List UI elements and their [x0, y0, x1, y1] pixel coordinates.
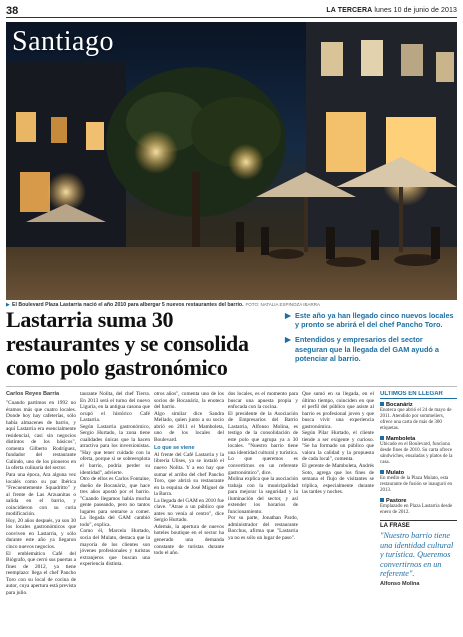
paragraph: Hoy, 20 años después, ya son 30 los locales gastronómicos que conviven en Lastarria, y sólo durante este año ya llegaron cinco nuevos negocios. [6, 517, 76, 551]
paragraph: Según Pilar Hurtado, el cliente tiende a ser exigente y curioso. "Se ha formado un público que valora la calidad y la propuesta de cada local", comenta. [302, 430, 374, 463]
sidebar-item [380, 498, 457, 516]
square-bullet-icon [380, 402, 384, 406]
paragraph: Que sumó en su llegada, en el último tiempo, coinciden en que el perfil del público que asiste al barrio es profesional joven y que busca vivir una experiencia gastronómica. [302, 391, 374, 430]
section-title: Santiago [12, 26, 114, 57]
article-column-2 [80, 391, 150, 635]
pull-quote: "Nuestro barrio tiene una identidad cultural y turística. Queremos convertirnos en un referente". [380, 531, 454, 579]
sidebar-item [380, 470, 457, 494]
page-number: 38 [6, 5, 19, 17]
subheading: Lo que se viene [154, 445, 195, 452]
article-column-3 [154, 391, 224, 635]
photo-credit: FOTO: NATALIA ESPINOZA IBARRA [245, 302, 321, 307]
sidebar-item [380, 436, 457, 466]
summary-bullets [285, 311, 457, 369]
paragraph: Algo similar dice Sandra Mellado, quien junto a su socio abrió en 2011 el Mamboleta, uno de los locales del Boulevard. [154, 410, 224, 443]
sidebar-box [380, 391, 457, 635]
bullet-arrow-icon: ▶ [285, 335, 291, 345]
paragraph: La llegada del GAM en 2010 fue clave. "Atrae a un público que antes no venía al centro", dice Sergio Hurtado. [154, 497, 224, 524]
paragraph: "Cuando partimos en 1992 no éramos más que cuatro locales. Donde hoy hay cafeterías, sólo había almacenes de barrio, y aquí Lastarria era esencialmente residencial, casi sin negocios distintos de los básicos", comenta Gilberto Rodríguez, fundador del restaurante Galindo, uno de los pioneros en la oferta culinaria del sector. [6, 400, 76, 472]
article-column-4 [228, 391, 298, 635]
paragraph: Por su parte, Jonathan Pardo, administrador del restaurante Bacchus, afirma que "Lastarria ya no es sólo un lugar de paso". [228, 515, 298, 542]
article-headline: Lastarria suma 30 restaurantes y se consolida como polo gastronómico [6, 307, 249, 380]
paragraph: Además, la apertura de nuevos hoteles boutique en el sector ha generado una demanda constante de turistas durante todo el año. [154, 523, 224, 557]
paragraph: El presidente de la Asociación de Empresarios del Barrio Lastarria, Alfonso Molina, es testigo de la consolidación de este polo que agrupa ya a 30 locales. "Nuestro barrio tiene una identidad cultural y turística. Lo que queremos es convertirnos en un referente gastronómico", dice. [228, 410, 298, 476]
night-plaza-illustration [6, 22, 457, 300]
caption-text: El Boulevard Plaza Lastarria nació el año 2010 para albergar 5 nuevos restaurantes del barrio. [12, 302, 244, 308]
sidebar-item-text: Enoteca que abrió el 24 de mayo de 2011. Atendido por sommeliers, ofrece una carta de más de 300 etiquetas. [380, 408, 452, 431]
summary-bullet [285, 335, 457, 363]
sidebar-item-text: Emplazado en Plaza Lastarria desde enero de 2012. [380, 504, 453, 515]
paragraph: otros años", comenta uno de los socios de Bocanáriz, la enoteca del barrio. [154, 391, 224, 411]
paragraph: Como él, Marcela Hurtado, socia del Mulato, destaca que la mayoría de los clientes son jóvenes profesionales y turistas extranjeros que buscan una experiencia distinta. [80, 528, 150, 568]
caption-arrow-icon: ▶ [6, 302, 10, 308]
summary-bullet [285, 311, 457, 329]
paragraph: dos locales, es el momento para buscar una apuesta propia y enfocada con la cocina. [228, 391, 298, 411]
paragraph: El gerente de Mamboleta, Andrés Soto, agrega que los fines de semana el flujo de visitantes se triplica, especialmente durante las tardes y noches. [302, 463, 374, 496]
sidebar-item-name: Bocanáriz [386, 402, 413, 408]
bullet-arrow-icon: ▶ [285, 311, 291, 320]
quote-author: Alfonso Molina [380, 580, 420, 587]
paragraph: taurante Nolita, del chef Tierra. En 2013 será el turno del nuevo Liguria, en la antigua casona que ocupó el histórico Café Lastarria. [80, 391, 150, 424]
square-bullet-icon [380, 436, 384, 440]
lead-photo [6, 22, 457, 300]
page-header [6, 4, 457, 18]
paragraph: Para una época, Ara alguna vez localés como su par Ibérica "Frecuentemente Squadritto" y al frente de Las Arzuanitas o salida en el barrio, y coincidieron con su curia modificación. [6, 472, 76, 518]
article-column-1 [6, 391, 76, 635]
publication-line [326, 7, 457, 14]
publication-name: LA TERCERA [326, 7, 373, 14]
article-column-5 [302, 391, 374, 635]
paragraph: Según Lastarria gastronómico, Sergio Hurtado, la zona tiene cualidades únicas que la hacen atractiva para los inversionistas. "Hay que tener cuidado con la oferta, porque si se sobreexplota el barrio, podría perder su identidad", advierte. [80, 423, 150, 476]
square-bullet-icon [380, 470, 384, 474]
sidebar-item-name: Mamboleta [386, 436, 416, 442]
bullet-text: Entendidos y empresarios del sector aseguran que la llegada del GAM ayudó a potenciar al barrio. [295, 335, 439, 363]
sidebar-item-text: Ubicado en el Boulevard, funciona desde fines de 2010. Su carta ofrece sándwiches, ensaladas y platos de la casa. [380, 442, 453, 465]
sidebar-item [380, 402, 457, 432]
paragraph: Al frente del Café Lastarria y la librería Ulises, ya se instaló el nuevo Nolita. Y a eso hay que sumar el arribo del chef Pancho Toro, que abrirá su restaurante en la esquina de José Miguel de la Barra. [154, 451, 224, 498]
sidebar-item-text: En medio de la Plaza Mulato, esta restaurante de fusión se inauguró en 2013. [380, 476, 453, 493]
paragraph: El emblemático Café del Biógrafo, que cerró sus puertas a fines de 2012, ya tiene reemplazo: llega el chef Pancho Toro con su local de cocina de autor, cuya apertura está prevista para julio. [6, 550, 76, 596]
publication-date: lunes 10 de junio de 2013 [374, 7, 457, 14]
paragraph: Molina explica que la asociación trabaja con la municipalidad para mejorar la seguridad y la iluminación del sector, y así extender los horarios de funcionamiento. [228, 476, 298, 515]
quote-title: LA FRASE [380, 520, 457, 529]
sidebar-title: ÚLTIMOS EN LLEGAR [380, 391, 457, 399]
bullet-text: Este año ya han llegado cinco nuevos locales y pronto se abrirá el del chef Pancho Toro. [295, 311, 454, 330]
byline: Carlos Reyes Barría [6, 391, 60, 397]
sidebar-item-name: Mulato [386, 470, 405, 476]
paragraph: Otro de ellos es Carlos Fontaine, dueño de Bocanáriz, que hace tres años apostó por el barrio. "Cuando llegamos había mucha gente paseando, pero no tantos lugares para sentarse a comer. La llegada del GAM cambió todo", explica. [80, 476, 150, 528]
square-bullet-icon [380, 498, 384, 502]
headline-divider [6, 386, 457, 387]
sidebar-item-name: Pastore [386, 498, 407, 504]
